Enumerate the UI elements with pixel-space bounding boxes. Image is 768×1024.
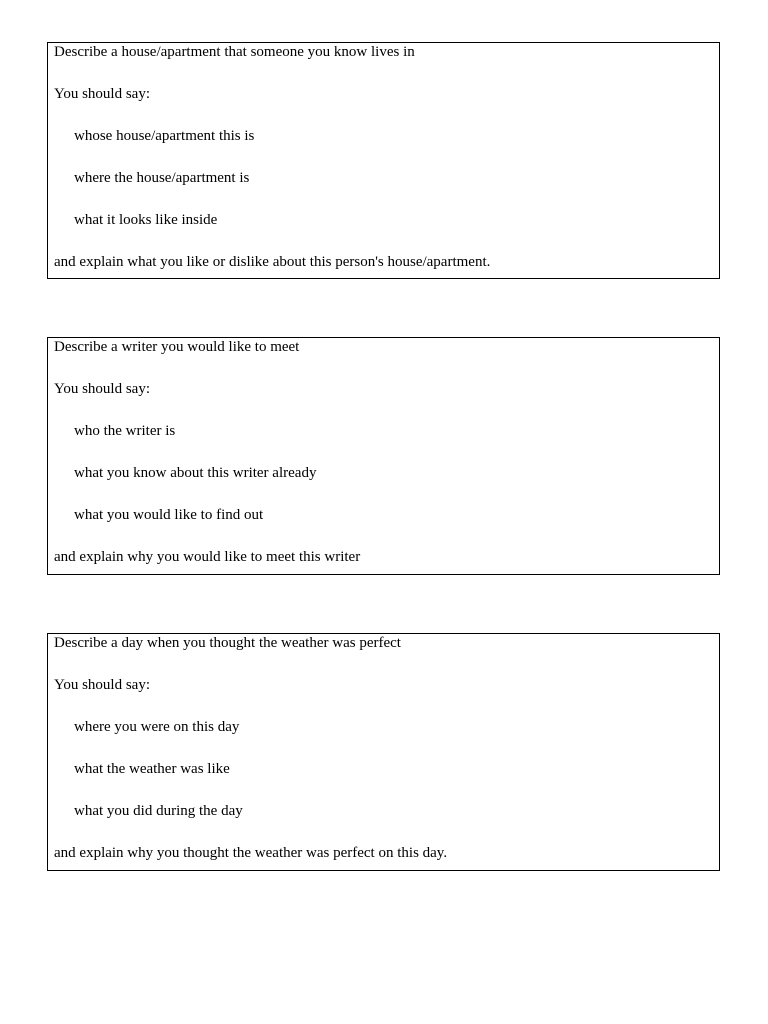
cue-card-house (47, 42, 720, 279)
cue-card-title: Describe a house/apartment that someone you know lives in (54, 44, 415, 60)
cue-card-point: whose house/apartment this is (74, 128, 255, 144)
cue-card-point: what you would like to find out (74, 507, 264, 523)
cue-card-point: what it looks like inside (74, 212, 218, 228)
cue-card-weather (47, 633, 720, 871)
cue-card-point: where you were on this day (74, 719, 240, 735)
cue-card-writer (47, 337, 720, 575)
cue-card-closing: and explain why you would like to meet this writer (54, 549, 361, 565)
cue-card-point: where the house/apartment is (74, 170, 250, 186)
cue-card-closing: and explain what you like or dislike about this person's house/apartment. (54, 254, 491, 270)
cue-card-prompt: You should say: (54, 381, 150, 397)
cue-card-title: Describe a day when you thought the weather was perfect (54, 635, 401, 651)
cue-card-point: what the weather was like (74, 761, 230, 777)
cue-card-point: what you know about this writer already (74, 465, 317, 481)
cue-card-point: what you did during the day (74, 803, 243, 819)
cue-card-point: who the writer is (74, 423, 176, 439)
cue-card-prompt: You should say: (54, 677, 150, 693)
cue-card-prompt: You should say: (54, 86, 150, 102)
cue-card-title: Describe a writer you would like to meet (54, 339, 300, 355)
cue-card-closing: and explain why you thought the weather was perfect on this day. (54, 845, 448, 861)
